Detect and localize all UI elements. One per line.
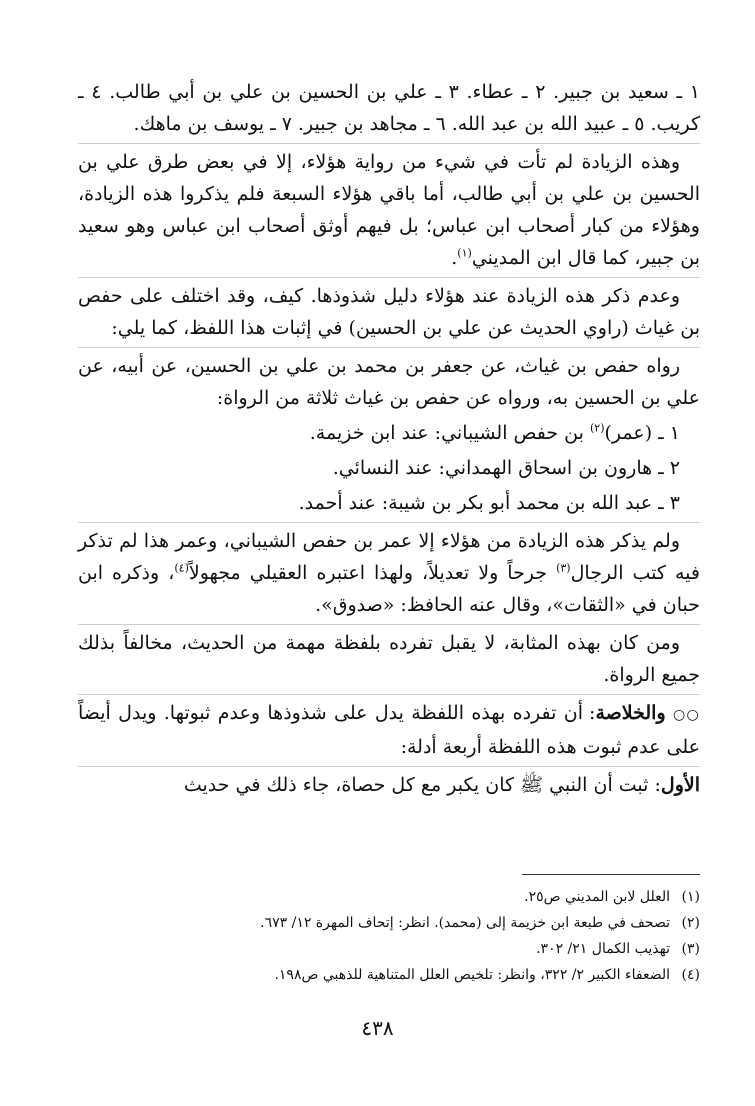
footnote-number: (٤) [681,967,700,983]
footnote [78,910,700,936]
paragraph-narrators-list: ١ ـ سعيد بن جبير. ٢ ـ عطاء. ٣ ـ علي بن الحسين بن علي بن أبي طالب. ٤ ـ كريب. ٥ ـ عبيد الله بن عبد الله. ٦ ـ مجاهد بن جبير. ٧ ـ يوسف بن ماهك. [78,81,701,135]
page-number: ٤٣٨ [361,1016,394,1040]
paragraph-status: ومن كان بهذه المثابة، لا يقبل تفرده بلفظة مهمة من الحديث، مخالفاً بذلك جميع الرواة. [78,624,700,691]
footnote-ref-2: (٢) [589,421,605,435]
paragraph-first-evidence [78,766,700,801]
section-marker: ○○ [672,707,700,723]
footnote-text: العلل لابن المديني ص٢٥. [524,889,670,905]
paragraph-umar-text: ، وذكره ابن حبان في «الثقات»، وقال عنه الحافظ: «صدوق». [78,562,700,616]
footnote-ref-1: (١) [457,246,472,260]
list-item-text: بن حفص الشيباني: عند ابن خزيمة. [309,422,590,444]
conclusion-heading: والخلاصة [595,702,666,724]
list-item-text: ١ ـ (عمر) [604,422,680,444]
page-body [78,76,701,983]
footnote [78,936,700,962]
paragraph-umar-text: جرحاً ولا تعديلاً، ولهذا اعتبره العقيلي مجهولاً [188,562,557,584]
list-item [78,417,700,449]
footnote-text: تصحف في طبعة ابن خزيمة إلى (محمد). انظر: إتحاف المهرة ١٢/ ٦٧٣. [260,915,670,931]
first-evidence-text: : ثبت أن النبي ﷺ كان يكبر مع كل حصاة، جاء ذلك في حديث [183,774,661,796]
footnote-text: الضعفاء الكبير ٢/ ٣٢٢، وانظر: تلخيص العلل المتناهية للذهبي ص١٩٨. [274,967,670,983]
footnotes [78,884,700,988]
paragraph-hafs: رواه حفص بن غياث، عن جعفر بن محمد بن علي بن الحسين، عن أبيه، عن علي بن الحسين به، ورواه عن حفص بن غياث ثلاثة من الرواة: [78,347,700,414]
footnote-ref-4: (٤) [174,561,189,575]
paragraph-absence: وعدم ذكر هذه الزيادة عند هؤلاء دليل شذوذها. كيف، وقد اختلف على حفص بن غياث (راوي الحديث عن علي بن الحسين) في إثبات هذا اللفظ، كما يلي: [78,277,700,344]
paragraph-addition-text: وهذه الزيادة لم تأت في شيء من رواية هؤلاء، إلا في بعض طرق علي بن الحسين بن علي بن أبي طالب، أما باقي هؤلاء السبعة فلم يذكروا هذه الزيادة، وهؤلاء من كبار أصحاب ابن عباس؛ بل فيهم أوثق أصحاب ابن عباس وهو سعيد بن جبير، كما قال ابن المديني [78,151,700,269]
paragraph-addition [78,143,700,274]
paragraph-conclusion [78,694,700,763]
paragraph-umar [78,522,700,621]
footnote-number: (١) [681,889,700,905]
footnote [78,962,700,988]
list-item: ٢ ـ هارون بن اسحاق الهمداني: عند النسائي. [332,457,680,479]
footnote-number: (٢) [681,915,700,931]
paragraph-addition-end: . [451,247,458,269]
footnote-ref-3: (٣) [556,561,571,575]
footnote-divider [522,874,700,875]
list-item: ٣ ـ عبد الله بن محمد أبو بكر بن شيبة: عند أحمد. [298,492,680,514]
footnote-number: (٣) [681,941,700,957]
paragraph-umar-text: ولم يذكر هذه الزيادة من هؤلاء إلا عمر بن حفص الشيباني، وعمر هذا لم تذكر فيه كتب الرجال [78,530,700,584]
footnote [78,884,700,910]
first-evidence-heading: الأول [660,774,700,796]
footnote-text: تهذيب الكمال ٢١/ ٣٠٢. [536,941,670,957]
conclusion-text: : أن تفرده بهذه اللفظة يدل على شذوذها وعدم ثبوتها. ويدل أيضاً على عدم ثبوت هذه اللفظة أربعة أدلة: [78,702,700,758]
